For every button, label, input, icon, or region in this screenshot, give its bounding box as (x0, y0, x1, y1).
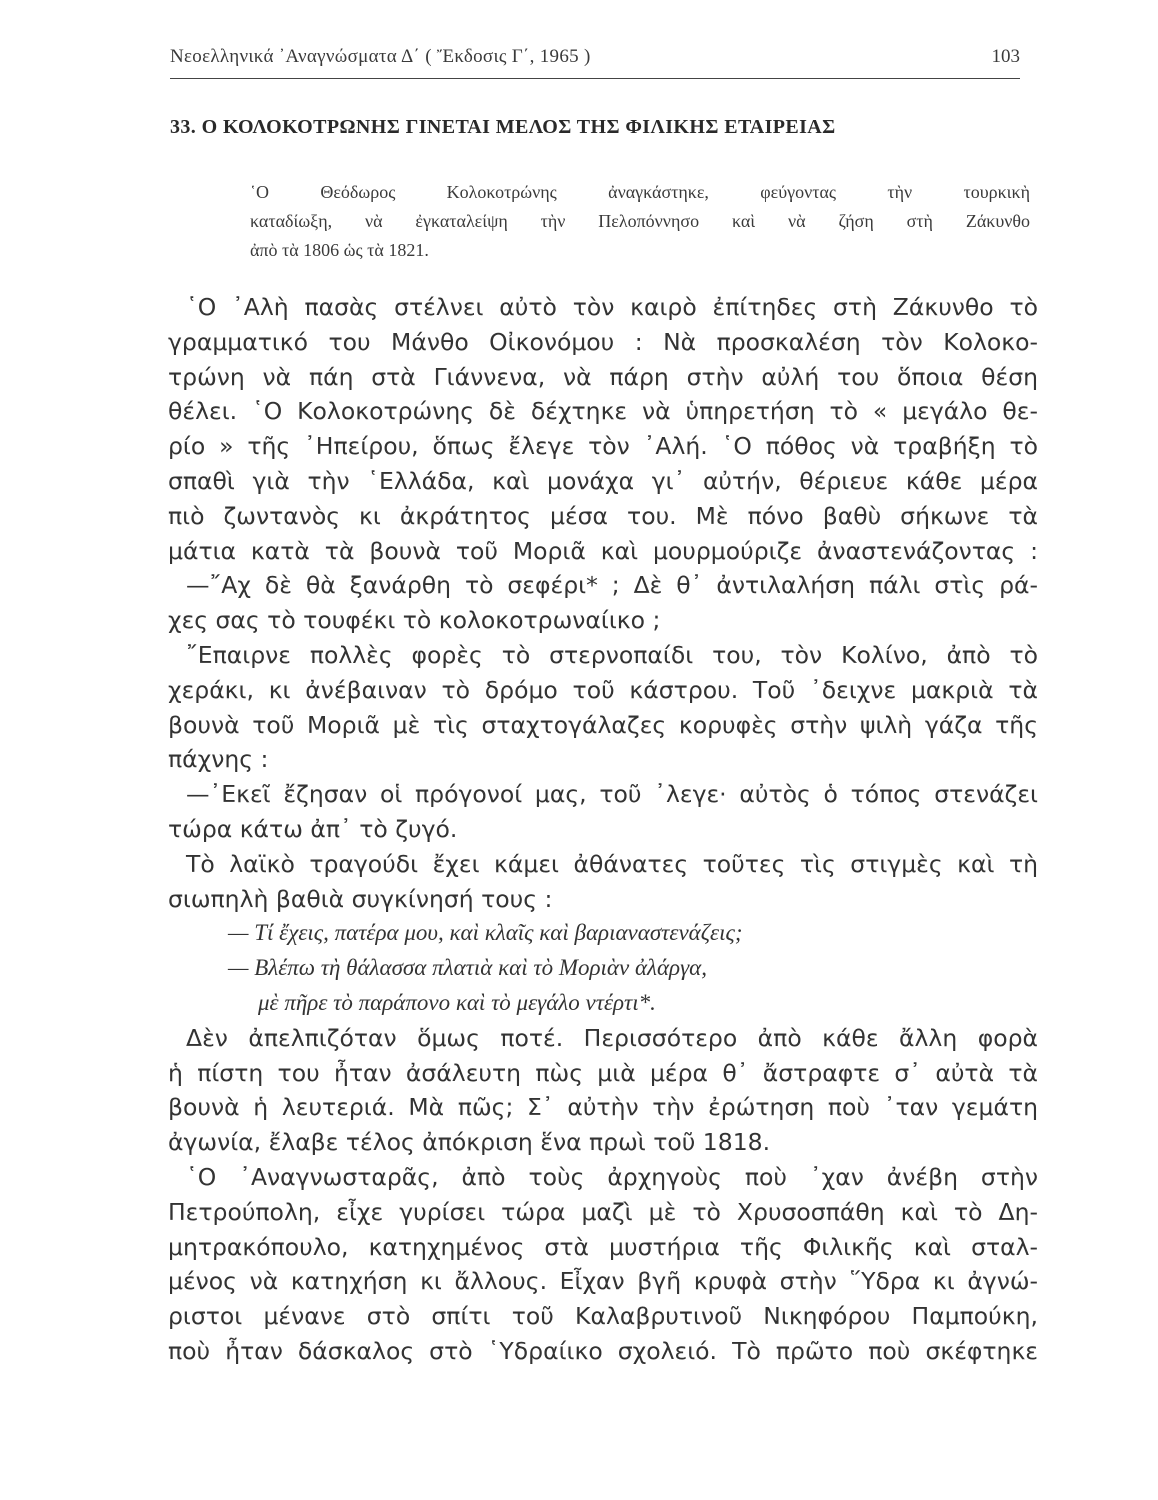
folk-song-verse: — Τί ἔχεις, πατέρα μου, καὶ κλαῖς καὶ βαριαναστενάζεις; (228, 920, 743, 946)
body-text (168, 290, 1038, 1369)
dialogue-line: —᾽Εκεῖ ἔζησαν οἱ πρόγονοί μας, τοῦ ᾽λεγε· αὐτὸς ὁ τόπος στενάζει (186, 780, 1038, 809)
body-line: πιὸ ζωντανὸς κι ἀκράτητος μέσα του. Μὲ πόνο βαθὺ σήκωνε τὰ (168, 501, 1038, 530)
page-number: 103 (991, 46, 1020, 67)
body-line: βουνὰ ἡ λευτεριά. Μὰ πῶς; Σ᾽ αὐτὴν τὴν ἐρώτηση ποὺ ᾽ταν γεμάτη (168, 1093, 1038, 1122)
body-line: τρώνη νὰ πάη στὰ Γιάννενα, νὰ πάρη στὴν αὐλή του ὅποια θέση (168, 362, 1038, 391)
dialogue-line: χες σας τὸ τουφέκι τὸ κολοκοτρωναίικο ; (168, 606, 661, 635)
body-line: μάτια κατὰ τὰ βουνὰ τοῦ Μοριᾶ καὶ μουρμούριζε ἀναστενάζοντας : (168, 536, 1038, 565)
body-line: σπαθὶ γιὰ τὴν ῾Ελλάδα, καὶ μονάχα γι᾽ αὐτήν, θέριευε κάθε μέρα (168, 466, 1038, 495)
body-line: χεράκι, κι ἀνέβαιναν τὸ δρόμο τοῦ κάστρου. Τοῦ ᾽δειχνε μακριὰ τὰ (168, 675, 1038, 704)
intro-line: ῾Ο Θεόδωρος Κολοκοτρώνης ἀναγκάστηκε, φεύγοντας τὴν τουρκικὴ (250, 182, 1030, 202)
body-line: Πετρούπολη, εἶχε γυρίσει τώρα μαζὶ μὲ τὸ Χρυσοσπάθη καὶ τὸ Δη- (168, 1197, 1038, 1226)
folk-song-verse: μὲ πῆρε τὸ παράπονο καὶ τὸ μεγάλο ντέρτι*. (258, 989, 656, 1015)
folk-song-verse: — Βλέπω τὴ θάλασσα πλατιὰ καὶ τὸ Μοριὰν ἀλάργα, (228, 955, 707, 981)
body-line: ἡ πίστη του ἦταν ἀσάλευτη πὼς μιὰ μέρα θ᾽ ἄστραφτε σ᾽ αὐτὰ τὰ (168, 1058, 1038, 1087)
dialogue-line: —῎Αχ δὲ θὰ ξανάρθη τὸ σεφέρι* ; Δὲ θ᾽ ἀντιλαλήση πάλι στὶς ρά- (186, 571, 1038, 600)
body-line: ποὺ ἦταν δάσκαλος στὸ ῾Υδραίικο σχολειό. Τὸ πρῶτο ποὺ σκέφτηκε (168, 1336, 1038, 1365)
body-line: βουνὰ τοῦ Μοριᾶ μὲ τὶς σταχτογάλαζες κορυφὲς στὴν ψιλὴ γάζα τῆς (168, 710, 1038, 739)
body-line: ῾Ο ᾽Αναγνωσταρᾶς, ἀπὸ τοὺς ἀρχηγοὺς ποὺ ᾽χαν ἀνέβη στὴν (186, 1162, 1038, 1191)
body-line: ρίο » τῆς ᾽Ηπείρου, ὅπως ἔλεγε τὸν ᾽Αλή. ῾Ο πόθος νὰ τραβήξη τὸ (168, 432, 1038, 461)
body-line: ῎Επαιρνε πολλὲς φορὲς τὸ στερνοπαίδι του, τὸν Κολίνο, ἀπὸ τὸ (186, 640, 1038, 669)
body-line: γραμματικό του Μάνθο Οἰκονόμου : Νὰ προσκαλέση τὸν Κολοκο- (168, 327, 1038, 356)
body-line: ῾Ο ᾽Αλὴ πασὰς στέλνει αὐτὸ τὸν καιρὸ ἐπίτηδες στὴ Ζάκυνθο τὸ (186, 293, 1038, 321)
body-line: ριστοι μένανε στὸ σπίτι τοῦ Καλαβρυτινοῦ Νικηφόρου Παμπούκη, (168, 1302, 1038, 1331)
chapter-title: 33. Ο ΚΟΛΟΚΟΤΡΩΝΗΣ ΓΙΝΕΤΑΙ ΜΕΛΟΣ ΤΗΣ ΦΙΛΙΚΗΣ ΕΤΑΙΡΕΙΑΣ (170, 116, 836, 138)
body-line: θέλει. ῾Ο Κολοκοτρώνης δὲ δέχτηκε νὰ ὑπηρετήση τὸ « μεγάλο θε- (168, 397, 1038, 426)
running-header (170, 44, 1020, 79)
body-line: μητρακόπουλο, κατηχημένος στὰ μυστήρια τῆς Φιλικῆς καὶ σταλ- (168, 1232, 1038, 1261)
body-line: Δὲν ἀπελπιζόταν ὅμως ποτέ. Περισσότερο ἀπὸ κάθε ἄλλη φορὰ (186, 1023, 1038, 1052)
dialogue-line: τώρα κάτω ἀπ᾽ τὸ ζυγό. (168, 814, 458, 843)
intro-line: ἀπὸ τὰ 1806 ὡς τὰ 1821. (250, 240, 429, 260)
running-title: Νεοελληνικά ᾽Αναγνώσματα Δ΄ ( Ἔκδοσις Γ΄, 1965 ) (170, 46, 591, 67)
intro-paragraph (250, 178, 1030, 265)
body-line: σιωπηλὴ βαθιὰ συγκίνησή τους : (168, 884, 553, 913)
body-line: πάχνης : (168, 745, 269, 774)
intro-line: καταδίωξη, νὰ ἐγκαταλείψη τὴν Πελοπόννησο καὶ νὰ ζήση στὴ Ζάκυνθο (250, 211, 1030, 231)
body-line: Τὸ λαϊκὸ τραγούδι ἔχει κάμει ἀθάνατες τοῦτες τὶς στιγμὲς καὶ τὴ (186, 849, 1038, 878)
body-line: μένος νὰ κατηχήση κι ἄλλους. Εἶχαν βγῆ κρυφὰ στὴν ῞Υδρα κι ἀγνώ- (168, 1267, 1038, 1296)
body-line: ἀγωνία, ἔλαβε τέλος ἀπόκριση ἕνα πρωὶ τοῦ 1818. (168, 1128, 771, 1157)
